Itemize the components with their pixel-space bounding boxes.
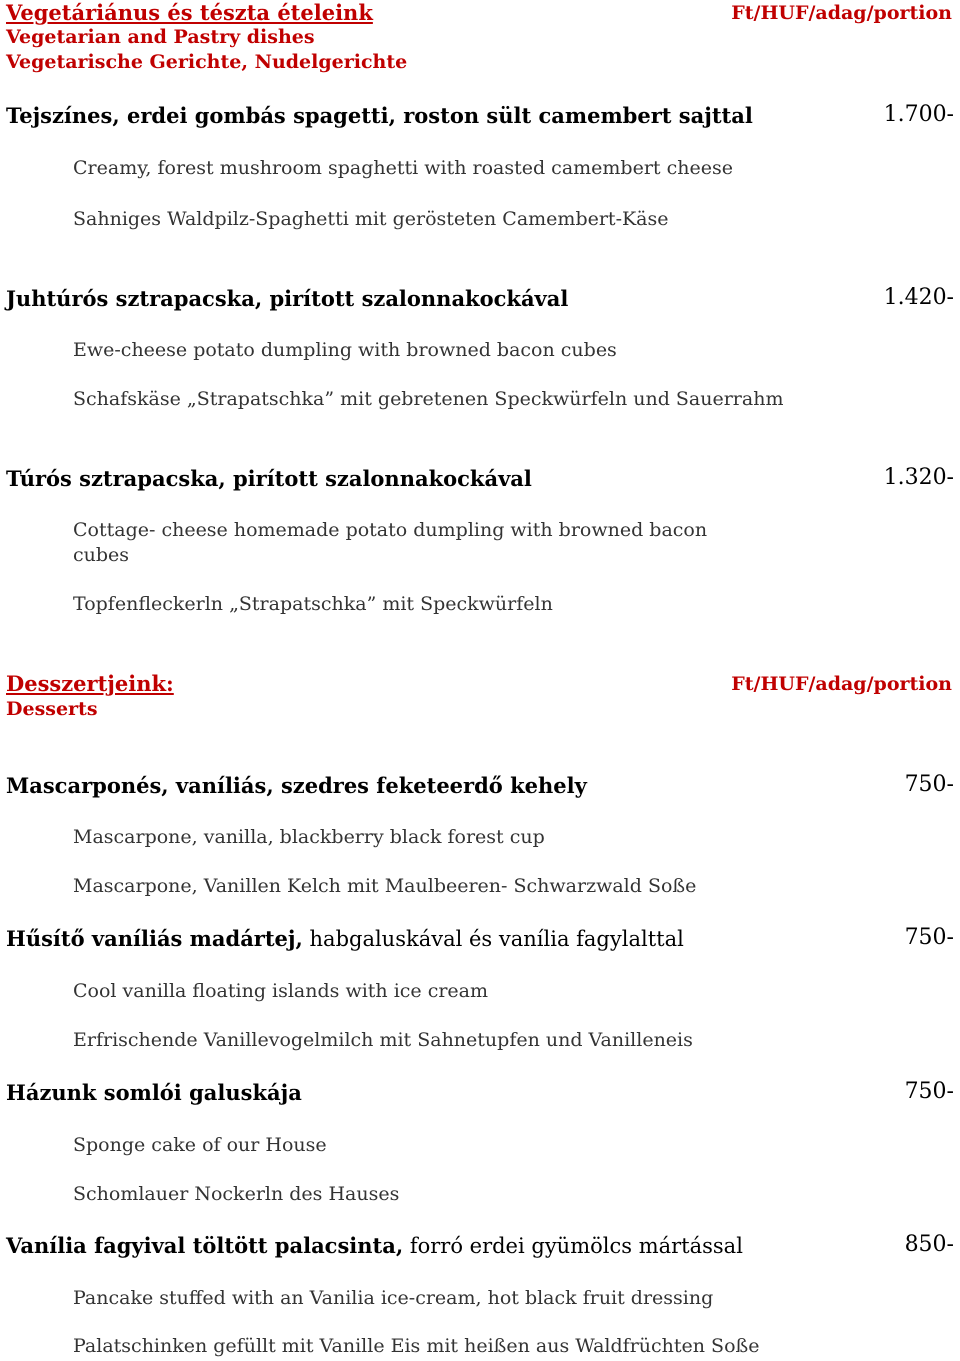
dish-name-bold: Hűsítő vaníliás madártej,: [6, 926, 303, 951]
dish-description-en: Creamy, forest mushroom spaghetti with roasted camembert cheese: [73, 157, 733, 179]
section-title-desserts: Desszertjeink:: [6, 671, 174, 696]
dish-description-en: Pancake stuffed with an Vanilia ice-cream, hot black fruit dressing: [73, 1287, 714, 1309]
dish-price: 750-: [904, 772, 954, 797]
dish-price: 750-: [904, 1079, 954, 1104]
dish-description-de: Sahniges Waldpilz-Spaghetti mit gerösteten Camembert-Käse: [73, 208, 669, 230]
dish-name-bold: Tejszínes, erdei gombás spagetti, roston sült camembert sajttal: [6, 103, 753, 128]
dish-name-bold: Vanília fagyival töltött palacsinta,: [6, 1233, 404, 1258]
dish-price: 1.420-: [883, 285, 954, 310]
dish-description-en: Ewe-cheese potato dumpling with browned bacon cubes: [73, 339, 617, 361]
dish-name-rest: habgaluskával és vanília fagylalttal: [302, 927, 684, 951]
dish-description-de: Schafskäse „Strapatschka” mit gebretenen Speckwürfeln und Sauerrahm: [73, 388, 784, 410]
dish-name: [6, 466, 532, 491]
dish-name: [6, 773, 587, 798]
dish-price: 1.320-: [883, 465, 954, 490]
section-title-vegetarian: Vegetáriánus és tészta ételeink: [6, 0, 373, 25]
dish-name: [6, 1233, 743, 1258]
dish-price: 750-: [904, 925, 954, 950]
dish-name-rest: forró erdei gyümölcs mártással: [403, 1234, 743, 1258]
dish-description-de: Erfrischende Vanillevogelmilch mit Sahnetupfen und Vanilleneis: [73, 1029, 693, 1051]
dish-name: [6, 103, 753, 128]
dish-description-de: Topfenfleckerln „Strapatschka” mit Speckwürfeln: [73, 593, 553, 615]
dish-description-de: Mascarpone, Vanillen Kelch mit Maulbeeren- Schwarzwald Soße: [73, 875, 697, 897]
dish-name-bold: Házunk somlói galuskája: [6, 1080, 302, 1105]
section-subtitle-de: Vegetarische Gerichte, Nudelgerichte: [6, 51, 408, 73]
dish-description-en: Sponge cake of our House: [73, 1134, 327, 1156]
dish-price: 1.700-: [883, 102, 954, 127]
dish-name: [6, 286, 568, 311]
dish-price: 850-: [904, 1232, 954, 1257]
section-subtitle-en: Vegetarian and Pastry dishes: [6, 26, 315, 48]
dish-name-bold: Juhtúrós sztrapacska, pirított szalonnakockával: [6, 286, 569, 311]
dish-description-de: Palatschinken gefüllt mit Vanille Eis mit heißen aus Waldfrüchten Soße: [73, 1335, 760, 1357]
dish-name-bold: Túrós sztrapacska, pirított szalonnakockával: [6, 466, 532, 491]
section-subtitle-en: Desserts: [6, 698, 98, 720]
dish-description-en: Cottage- cheese homemade potato dumpling with browned bacon cubes: [73, 519, 708, 566]
dish-description-en: Cool vanilla floating islands with ice cream: [73, 980, 489, 1002]
dish-name: [6, 926, 684, 951]
dish-description-de: Schomlauer Nockerln des Hauses: [73, 1183, 400, 1205]
dish-description-en: Mascarpone, vanilla, blackberry black forest cup: [73, 826, 545, 848]
price-header-vegetarian: Ft/HUF/adag/portion: [731, 2, 952, 24]
dish-name: [6, 1080, 302, 1105]
price-header-desserts: Ft/HUF/adag/portion: [731, 673, 952, 695]
dish-name-bold: Mascarponés, vaníliás, szedres feketeerdő kehely: [6, 773, 587, 798]
